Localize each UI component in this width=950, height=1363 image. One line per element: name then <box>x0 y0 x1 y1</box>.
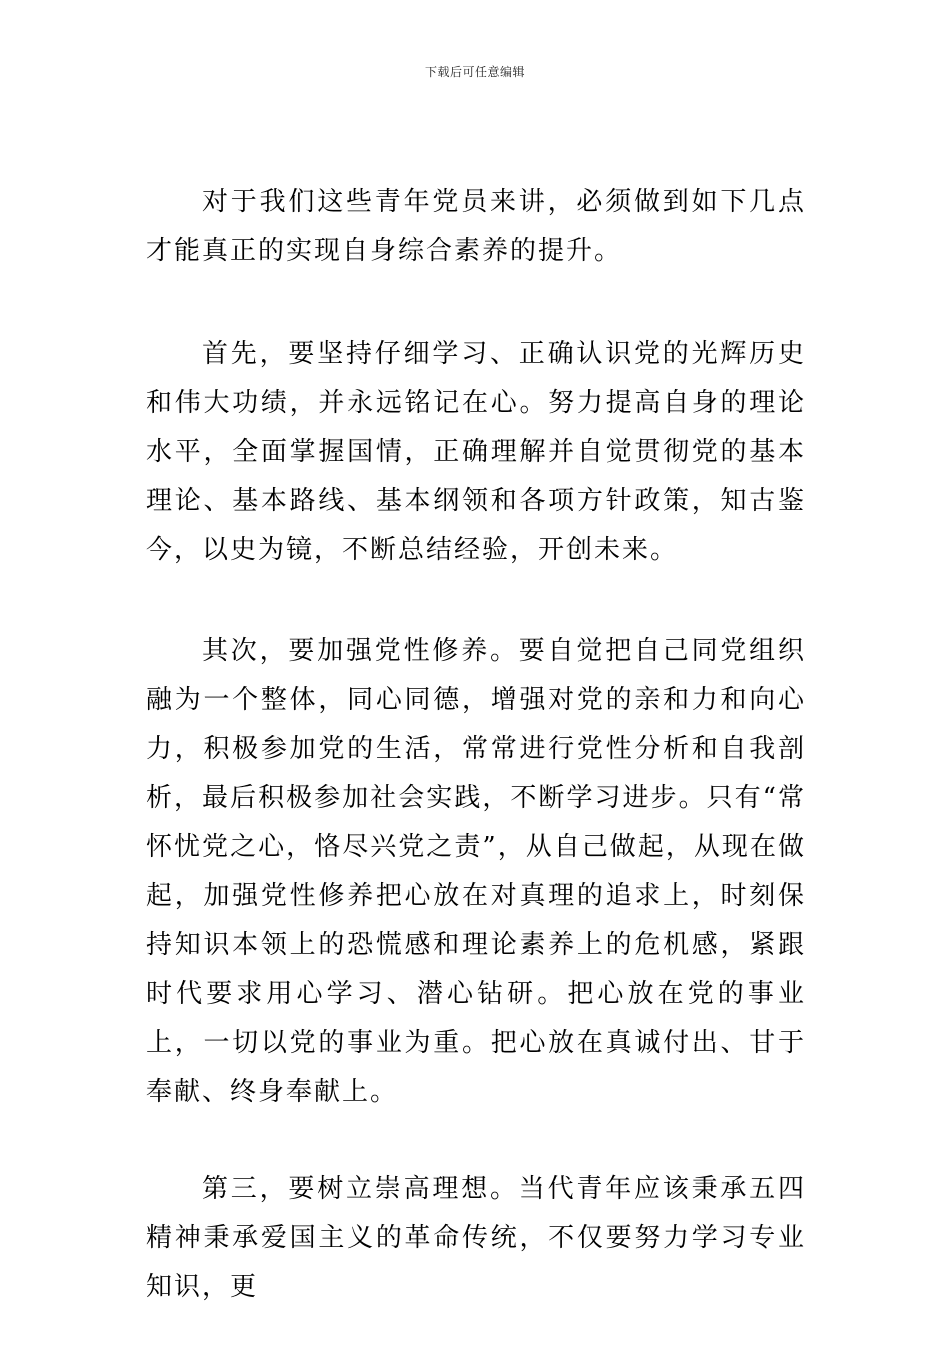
paragraph-intro: 对于我们这些青年党员来讲，必须做到如下几点才能真正的实现自身综合素养的提升。 <box>146 187 806 266</box>
document-body <box>146 178 806 1363</box>
paragraph-second-point: 其次，要加强党性修养。要自觉把自己同党组织融为一个整体，同心同德，增强对党的亲和力和向心力，积极参加党的生活，常常进行党性分析和自我剖析，最后积极参加社会实践，不断学习进步。只有“常怀忧党之心，恪尽兴党之责”，从自己做起，从现在做起，加强党性修养把心放在对真理的追求上，时刻保持知识本领上的恐慌感和理论素养上的危机感，紧跟时代要求用心学习、潜心钻研。把心放在党的事业上，一切以党的事业为重。把心放在真诚付出、甘于奉献、终身奉献上。 <box>146 636 806 1107</box>
paragraph-first-point: 首先，要坚持仔细学习、正确认识党的光辉历史和伟大功绩，并永远铭记在心。努力提高自身的理论水平，全面掌握国情，正确理解并自觉贯彻党的基本理论、基本路线、基本纲领和各项方针政策，知古鉴今，以史为镜，不断总结经验，开创未来。 <box>146 339 806 565</box>
page-header-note: 下载后可任意编辑 <box>424 65 525 79</box>
paragraph-third-point: 第三，要树立崇高理想。当代青年应该秉承五四精神秉承爱国主义的革命传统，不仅要努力学习专业知识，更 <box>146 1174 806 1302</box>
